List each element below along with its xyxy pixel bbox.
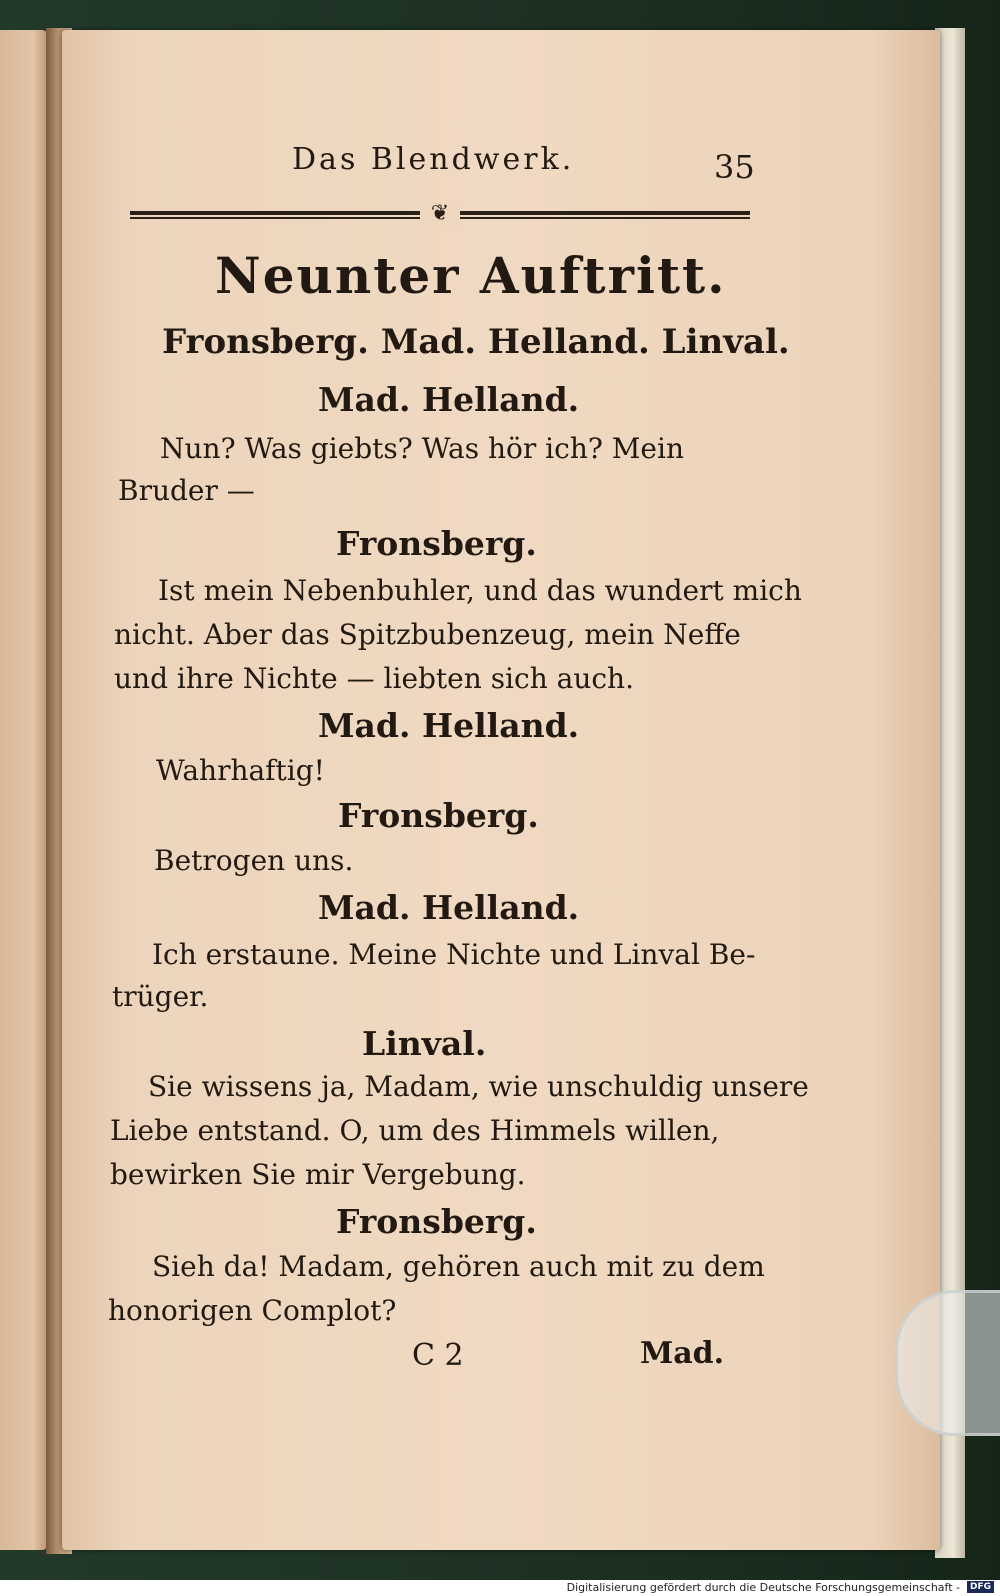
dialogue-line: Liebe entstand. O, um des Himmels willen, xyxy=(110,1114,720,1147)
speaker-name: Fronsberg. xyxy=(336,524,537,563)
dialogue-line: Ich erstaune. Meine Nichte und Linval Be- xyxy=(152,938,756,971)
page-clip xyxy=(895,1290,1000,1436)
dfg-logo: DFG xyxy=(967,1581,994,1593)
dramatis-personae: Fronsberg. Mad. Helland. Linval. xyxy=(162,322,790,362)
dialogue-line: nicht. Aber das Spitzbubenzeug, mein Neffe xyxy=(114,618,741,651)
dialogue-line: Bruder — xyxy=(118,474,255,507)
dialogue-line: Sie wissens ja, Madam, wie unschuldig unsere xyxy=(148,1070,809,1103)
dialogue-line: und ihre Nichte — liebten sich auch. xyxy=(114,662,634,695)
dialogue-line: Wahrhaftig! xyxy=(156,754,325,787)
speaker-name: Fronsberg. xyxy=(338,796,539,835)
dialogue-line: trüger. xyxy=(112,980,209,1013)
dialogue-line: Nun? Was giebts? Was hör ich? Mein xyxy=(160,432,684,465)
facing-page-edge xyxy=(0,30,48,1550)
speaker-name: Mad. Helland. xyxy=(318,380,580,419)
speaker-name: Linval. xyxy=(362,1024,487,1063)
digitization-credit: Digitalisierung gefördert durch die Deutsche Forschungsgemeinschaft - xyxy=(566,1581,960,1594)
signature-mark: C 2 xyxy=(412,1338,464,1373)
catchword: Mad. xyxy=(640,1336,725,1371)
page-number: 35 xyxy=(714,148,755,186)
ornament-icon: ❦ xyxy=(420,202,460,226)
dialogue-line: bewirken Sie mir Vergebung. xyxy=(110,1158,526,1191)
footer-bar xyxy=(0,1580,1000,1596)
speaker-name: Mad. Helland. xyxy=(318,888,580,927)
speaker-name: Fronsberg. xyxy=(336,1202,537,1241)
speaker-name: Mad. Helland. xyxy=(318,706,580,745)
ornamental-rule xyxy=(130,201,750,226)
dialogue-line: Ist mein Nebenbuhler, und das wundert mich xyxy=(158,574,802,607)
dialogue-line: Betrogen uns. xyxy=(154,844,354,877)
running-head: Das Blendwerk. xyxy=(292,142,575,177)
scene-title: Neunter Auftritt. xyxy=(215,246,727,305)
dialogue-line: honorigen Complot? xyxy=(108,1294,397,1327)
dialogue-line: Sieh da! Madam, gehören auch mit zu dem xyxy=(152,1250,765,1283)
